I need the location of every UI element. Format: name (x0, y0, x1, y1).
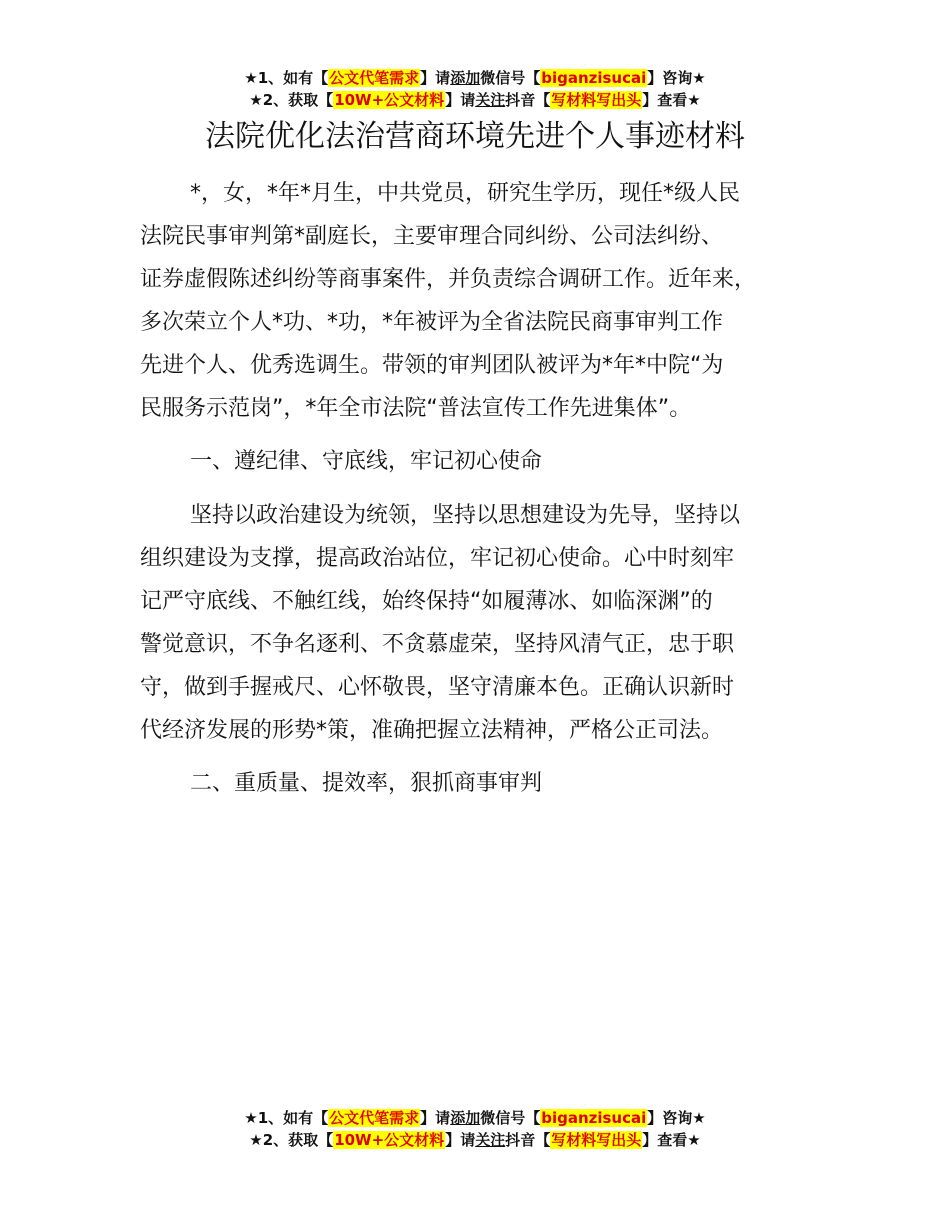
notice-line-1: ★1、如有【公文代笔需求】请添加微信号【biganzisucai】咨询★ (244, 69, 706, 87)
highlight-wechat-id: biganzisucai (541, 1109, 647, 1127)
footer-notice (0, 1107, 950, 1151)
highlight-materials: 10W+公文材料 (334, 1131, 445, 1149)
document-title: 法院优化法治营商环境先进个人事迹材料 (205, 119, 745, 154)
notice-line-2: ★2、获取【10W+公文材料】请关注抖音【写材料写出头】查看★ (249, 91, 701, 109)
highlight-materials: 10W+公文材料 (334, 91, 445, 109)
highlight-douyin-account: 写材料写出头 (551, 91, 642, 109)
section-heading-1 (140, 440, 835, 483)
header-notice (0, 67, 950, 111)
highlight-ghostwriting: 公文代笔需求 (329, 1109, 420, 1127)
paragraph-line: 坚持以政治建设为统领，坚持以思想建设为先导，坚持以 (190, 503, 741, 528)
paragraph-line: 先进个人、优秀选调生。带领的审判团队被评为*年*中院“为 (140, 353, 724, 378)
paragraph-line: 代经济发展的形势*策，准确把握立法精神，严格公正司法。 (140, 718, 724, 743)
highlight-ghostwriting: 公文代笔需求 (329, 69, 420, 87)
highlight-wechat-id: biganzisucai (541, 69, 647, 87)
paragraph-line: 记严守底线、不触红线，始终保持“如履薄冰、如临深渊”的 (140, 589, 713, 614)
section-heading-2 (140, 762, 835, 805)
paragraph-discipline (140, 494, 835, 752)
paragraph-line: 警觉意识，不争名逐利、不贪慕虚荣，坚持风清气正，忠于职 (140, 632, 735, 657)
paragraph-line: *，女，*年*月生，中共党员，研究生学历，现任*级人民 (190, 181, 741, 206)
section-heading-text: 一、遵纪律、守底线，牢记初心使命 (190, 449, 543, 474)
paragraph-line: 组织建设为支撑，提高政治站位，牢记初心使命。心中时刻牢 (140, 546, 735, 571)
notice-line-2: ★2、获取【10W+公文材料】请关注抖音【写材料写出头】查看★ (249, 1131, 701, 1149)
notice-line-1: ★1、如有【公文代笔需求】请添加微信号【biganzisucai】咨询★ (244, 1109, 706, 1127)
paragraph-line: 多次荣立个人*功、*功，*年被评为全省法院民商事审判工作 (140, 310, 724, 335)
paragraph-profile (140, 172, 835, 430)
paragraph-line: 法院民事审判第*副庭长，主要审理合同纠纷、公司法纠纷、 (140, 224, 724, 249)
section-heading-text: 二、重质量、提效率，狠抓商事审判 (190, 771, 543, 796)
paragraph-line: 民服务示范岗”，*年全市法院“普法宣传工作先进集体”。 (140, 396, 692, 421)
paragraph-line: 守，做到手握戒尺、心怀敬畏，坚守清廉本色。正确认识新时 (140, 675, 735, 700)
paragraph-line: 证券虚假陈述纠纷等商事案件，并负责综合调研工作。近年来， (140, 267, 757, 292)
highlight-douyin-account: 写材料写出头 (551, 1131, 642, 1149)
